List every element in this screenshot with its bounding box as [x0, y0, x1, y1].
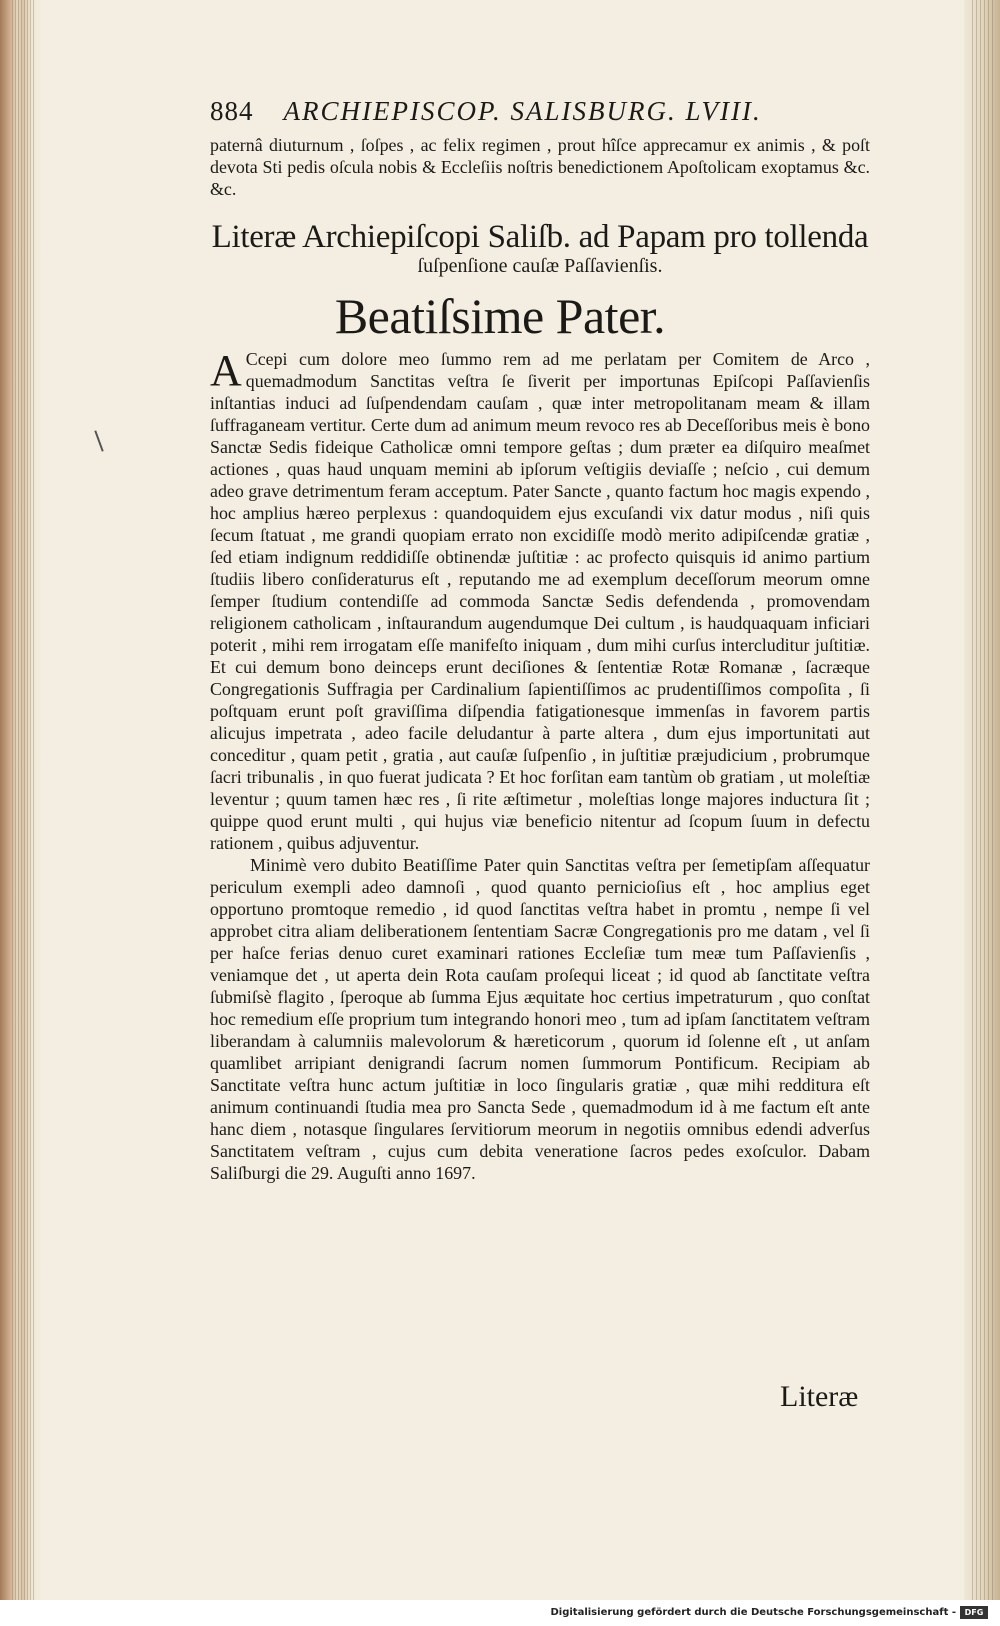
page-number: 884: [210, 96, 254, 126]
running-head: [210, 96, 870, 134]
initial-letter: A: [210, 346, 242, 395]
page-edges-left: [12, 0, 36, 1600]
section-subheading: ſuſpenſione cauſæ Paſſavienſis.: [417, 255, 663, 277]
page-content: [210, 96, 870, 1184]
section-heading: Literæ Archiepiſcopi Saliſb. ad Papam pro tollenda: [211, 219, 869, 255]
footer-credit: Digitalisierung gefördert durch die Deutsche Forschungsgemeinschaft -: [550, 1607, 956, 1618]
opening-paragraph: paternâ diuturnum , ſoſpes , ac felix regimen , prout hîſce apprecamur ex animis , & poſt devota Sti pedis oſcula nobis & Eccleſiis noſtris benedictionem Apoſtolicam exoptamus &c. &c.: [210, 135, 870, 199]
letter-paragraph-2: Minimè vero dubito Beatiſſime Pater quin Sanctitas veſtra per ſemetipſam aſſequatur periculum exempli adeo damnoſi , quod quanto pernicioſius eſt , hoc amplius eget opportuno promtoque remedio , id quod ſanctitas veſtra habet in promtu , nempe ſi vel approbet citra aliam deliberationem ſententiam Sacræ Congregationis pro me datam , vel ſi per haſce ferias denuo curet examinari rationes Eccleſiæ tum meæ tum Paſſavienſis , veniamque det , ut aperta dein Rota cauſam proſequi liceat ; id quod ab ſanctitate veſtra ſubmiſsè flagito , ſperoque ab ſumma Ejus æquitate hoc certius impetraturum , quo conſtat hoc remedium eſſe proprium tum integrando honori meo , tum ad ipſam ſanctitatem veſtram liberandam à calumniis malevolorum & hæreticorum , quorum id ſolenne eſt , ut anſam quamlibet arripiant denigrandi ſacrum nomen ſummorum Pontificum. Recipiam ab Sanctitate veſtra hunc actum juſtitiæ in loco ſingularis gratiæ , quæ mihi redditura eſt animum continuandi ſtudia mea pro Sancta Sede , quemadmodum id à me factum eſt ante hanc diem , notasque ſingulares ſervitiorum meorum in negotiis omnibus edendi adverſus Sanctitatem veſtram , cujus cum debita veneratione ſacros pedes exoſculor. Dabam Saliſburgi die 29. Auguſti anno 1697.: [210, 855, 870, 1183]
dfg-logo: DFG: [960, 1606, 988, 1619]
page-edges-right: [964, 0, 1000, 1600]
letter-paragraph-1-text: Ccepi cum dolore meo ſummo rem ad me perlatam per Comitem de Arco , quemadmodum Sanctitas veſtra ſe ſiverit per importunas Epiſcopi Paſſavienſis inſtantias induci ad ſuſpendendam cauſam , quæ inter metropolitanam meam & illam ſuffraganeam vertitur. Certe dum ad animum meum revoco res ab Deceſſoribus meis è bono Sanctæ Sedis fideique Catholicæ omni tempore geſtas ; dum præter ea diſquiro meaſmet actiones , quas haud unquam memini ab ipſorum veſtigiis deviaſſe ; neſcio , cui demum adeo grave detrimentum feram acceptum. Pater Sancte , quanto factum hoc magis expendo , hoc amplius hæreo perplexus : quandoquidem ejus excuſandi vix datur modus , niſi quis ſecum ſtatuat , me grandi quopiam errato non excidiſſe modò merito adipiſcendæ gratiæ , ſed etiam indignum reddidiſſe obtinendæ juſtitiæ : ac profecto quisquis id animo partium ſtudiis libero conſideraturus eſt , reputando me ad exemplum deceſſorum meorum omne ſemper ſtudium contendiſſe ad commoda Sanctæ Sedis defendenda , promovendam religionem catholicam , inſtaurandum augendumque Dei cultum , is haudquaquam inficiari poterit , mihi rem irrogatam eſſe manifeſto iniquam , dum mihi curſus intercluditur juſtitiæ. Et cui demum bono deinceps erunt deciſiones & ſententiæ Rotæ Romanæ , ſacræque Congregationis Suffragia per Cardinalium ſapientiſſimos ac prudentiſſimos compoſita , ſi poſtquam erunt poſt graviſſima diſpendia fatigationesque immenſas in favorem partis alicujus impetrata , adeo facile deludantur à parte altera , dum ejus importunitati aut conceditur , quam petit , gratia , aut cauſæ ſuſpenſio , in juſtitiæ præjudicium , probrumque ſacri tribunalis , in quo fuerat judicata ? Et hoc forſitan eam tantùm ob gratiam , ut moleſtiæ leventur ; quum tamen hæc res , ſi rite æſtimetur , moleſtias longe majores inductura ſit ; quippe quod erunt multi , qui hujus viæ beneficio nitentur ad ſcopum ſuum in defectu rationem , quibus adjuventur.: [210, 349, 870, 853]
margin-mark: [94, 430, 103, 451]
salutation: Beatiſsime Pater.: [334, 288, 666, 344]
digitization-footer: [0, 1600, 1000, 1626]
letter-paragraph-1: [210, 348, 870, 854]
catchword: Literæ: [780, 1380, 859, 1413]
running-title: ARCHIEPISCOP. SALISBURG. LVIII.: [283, 96, 762, 126]
